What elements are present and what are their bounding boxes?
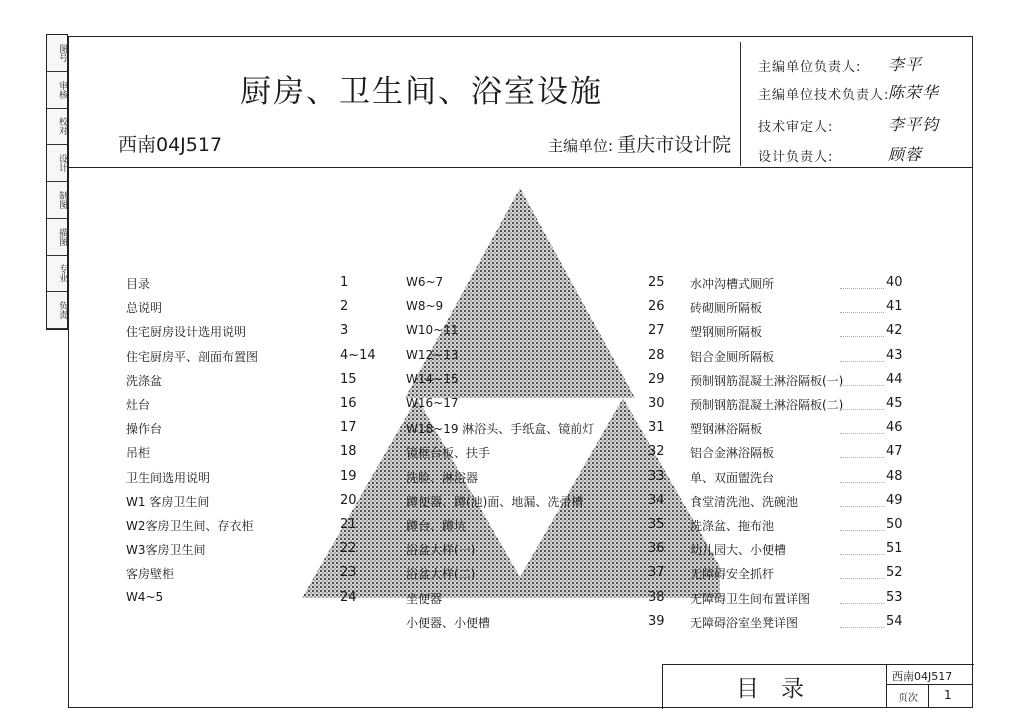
toc-entry bbox=[126, 565, 386, 589]
toc-entry-page: 30 bbox=[648, 396, 665, 411]
toc-entry-page: 41 bbox=[886, 299, 903, 315]
toc-entry-title: W3客房卫生间 bbox=[126, 543, 206, 558]
toc-entry-page: 21 bbox=[340, 517, 357, 532]
toc-entry bbox=[126, 372, 386, 396]
toc-entry bbox=[406, 372, 676, 396]
toc-entry bbox=[690, 299, 910, 323]
toc-leader-dots bbox=[840, 506, 884, 507]
side-stamp-cell: 审核 bbox=[47, 72, 67, 109]
title-block-code: 西南04J517 bbox=[892, 670, 953, 683]
toc-entry-title: W12~13 bbox=[406, 347, 459, 362]
toc-entry-title: 浴盆大样(一) bbox=[406, 543, 476, 558]
toc-entry-page: 4~14 bbox=[340, 347, 376, 363]
toc-entry-page: 27 bbox=[648, 323, 665, 339]
toc-entry bbox=[126, 420, 386, 444]
toc-entry-title: 目录 bbox=[126, 277, 151, 291]
toc-entry bbox=[690, 348, 910, 372]
toc-entry-title: 镜框台板、扶手 bbox=[406, 446, 491, 461]
toc-entry-page: 54 bbox=[886, 613, 903, 629]
toc-entry bbox=[126, 469, 386, 493]
side-stamp-strip bbox=[46, 34, 68, 330]
toc-entry bbox=[126, 396, 386, 420]
toc-entry-title: 食堂清洗池、洗碗池 bbox=[690, 494, 799, 509]
signature: 李平 bbox=[888, 55, 923, 74]
toc-entry-page: 31 bbox=[648, 420, 665, 436]
toc-entry-page: 44 bbox=[886, 371, 903, 387]
toc-entry-title: 幼儿园大、小便槽 bbox=[690, 543, 787, 558]
toc-entry-page: 39 bbox=[648, 613, 665, 629]
toc-entry-title: 灶台 bbox=[126, 398, 151, 412]
toc-entry-page: 16 bbox=[340, 396, 357, 411]
toc-leader-dots bbox=[840, 409, 884, 410]
toc-entry bbox=[126, 299, 386, 323]
toc-entry bbox=[690, 469, 910, 493]
toc-entry bbox=[406, 275, 676, 299]
toc-entry-page: 47 bbox=[886, 444, 903, 460]
toc-leader-dots bbox=[840, 312, 884, 313]
toc-entry bbox=[690, 590, 910, 614]
toc-entry bbox=[126, 541, 386, 565]
toc-entry-title: 浴盆大样(二) bbox=[406, 567, 476, 582]
toc-entry bbox=[126, 323, 386, 347]
toc-entry-title: 塑钢淋浴隔板 bbox=[690, 422, 763, 437]
toc-entry-title: 水冲沟槽式厕所 bbox=[690, 277, 775, 291]
toc-leader-dots bbox=[840, 336, 884, 337]
toc-entry bbox=[406, 614, 676, 638]
toc-entry bbox=[690, 565, 910, 589]
toc-entry-title: 操作台 bbox=[126, 422, 163, 437]
toc-entry bbox=[126, 444, 386, 468]
toc-leader-dots bbox=[840, 554, 884, 555]
toc-leader-dots bbox=[840, 433, 884, 434]
toc-entry-page: 26 bbox=[648, 299, 665, 315]
toc-entry-page: 18 bbox=[340, 444, 357, 460]
toc-entry-page: 50 bbox=[886, 517, 903, 532]
toc-entry-page: 38 bbox=[648, 589, 665, 605]
toc-entry-title: 坐便器 bbox=[406, 591, 443, 606]
toc-entry-title: 住宅厨房设计选用说明 bbox=[126, 325, 247, 340]
toc-entry bbox=[690, 420, 910, 444]
toc-entry-page: 25 bbox=[648, 275, 665, 290]
title-block-divider bbox=[928, 684, 929, 708]
toc-entry-page: 19 bbox=[340, 468, 357, 484]
title-block-divider bbox=[886, 684, 973, 685]
responsibility-row bbox=[758, 56, 968, 75]
toc-entry bbox=[690, 541, 910, 565]
responsibility-row bbox=[758, 84, 968, 103]
toc-leader-dots bbox=[840, 578, 884, 579]
toc-entry-page: 36 bbox=[648, 541, 665, 557]
toc-entry bbox=[690, 493, 910, 517]
toc-entry bbox=[406, 517, 676, 541]
toc-entry bbox=[406, 493, 676, 517]
toc-leader-dots bbox=[840, 530, 884, 531]
toc-entry bbox=[406, 323, 676, 347]
toc-entry-page: 22 bbox=[340, 541, 357, 557]
toc-entry-page: 48 bbox=[886, 468, 903, 484]
side-stamp-cell: 描图 bbox=[47, 219, 67, 256]
toc-entry-title: 总说明 bbox=[126, 301, 163, 316]
chief-unit-label: 主编单位: bbox=[548, 137, 614, 155]
toc-entry-title: 客房壁柜 bbox=[126, 567, 175, 582]
chief-unit bbox=[548, 130, 731, 157]
toc-entry-title: 无障碍安全抓杆 bbox=[690, 567, 775, 582]
toc-entry-title: W6~7 bbox=[406, 275, 444, 289]
toc-entry bbox=[690, 517, 910, 541]
side-stamp-cell: 制图 bbox=[47, 182, 67, 219]
toc-entry bbox=[406, 541, 676, 565]
toc-entry bbox=[406, 469, 676, 493]
toc-entry-title: 吊柜 bbox=[126, 446, 151, 461]
toc-leader-dots bbox=[840, 457, 884, 458]
toc-leader-dots bbox=[840, 603, 884, 604]
toc-entry-title: 砖砌厕所隔板 bbox=[690, 301, 763, 316]
toc-entry bbox=[406, 590, 676, 614]
toc-leader-dots bbox=[840, 385, 884, 386]
toc-entry-page: 33 bbox=[648, 468, 665, 484]
toc-entry-page: 40 bbox=[886, 275, 903, 290]
responsibility-role: 主编单位技术负责人: bbox=[758, 88, 890, 103]
toc-entry-title: W18~19 淋浴头、手纸盒、镜前灯 bbox=[406, 422, 595, 437]
toc-entry-title: 无障碍浴室坐凳详图 bbox=[690, 615, 799, 630]
toc-entry-page: 46 bbox=[886, 420, 903, 436]
toc-entry-page: 1 bbox=[340, 275, 349, 290]
toc-entry-title: W16~17 bbox=[406, 396, 459, 410]
signature: 陈荣华 bbox=[888, 83, 940, 102]
toc-entry-page: 24 bbox=[340, 589, 357, 605]
title-block-label: 目录 bbox=[736, 676, 826, 702]
toc-entry-page: 43 bbox=[886, 347, 903, 363]
toc-entry-title: 洗涤盆 bbox=[126, 373, 163, 388]
responsibility-role: 技术审定人: bbox=[758, 120, 834, 135]
toc-entry-page: 42 bbox=[886, 323, 903, 339]
toc-leader-dots bbox=[840, 627, 884, 628]
side-stamp-cell: 专业 bbox=[47, 256, 67, 293]
toc-entry bbox=[690, 614, 910, 638]
toc-entry-page: 37 bbox=[648, 565, 665, 581]
responsibility-role: 主编单位负责人: bbox=[758, 60, 862, 75]
toc-entry-title: 单、双面盥洗台 bbox=[690, 470, 775, 485]
title-block-divider bbox=[886, 664, 887, 708]
toc-entry-title: W8~9 bbox=[406, 299, 444, 314]
toc-entry-title: W1 客房卫生间 bbox=[126, 494, 210, 509]
toc-entry bbox=[126, 590, 386, 614]
toc-entry-page: 52 bbox=[886, 565, 903, 581]
document-code: 西南04J517 bbox=[118, 134, 223, 156]
toc-entry bbox=[126, 348, 386, 372]
side-stamp-cell: 设计 bbox=[47, 145, 67, 182]
signature: 李平钧 bbox=[888, 115, 940, 134]
responsibility-row bbox=[758, 146, 968, 165]
toc-leader-dots bbox=[840, 288, 884, 289]
toc-entry-title: 铝合金厕所隔板 bbox=[690, 349, 775, 364]
side-stamp-cell: 图号 bbox=[47, 35, 67, 72]
toc-entry bbox=[126, 275, 386, 299]
toc-entry-title: 预制钢筋混凝土淋浴隔板(二) bbox=[690, 398, 844, 412]
title-block-page-label: 页次 bbox=[898, 693, 918, 704]
toc-entry bbox=[690, 396, 910, 420]
toc-entry bbox=[690, 372, 910, 396]
responsibility-row bbox=[758, 116, 968, 135]
toc-entry-title: 无障碍卫生间布置详图 bbox=[690, 591, 811, 606]
toc-entry-page: 3 bbox=[340, 323, 349, 339]
toc-leader-dots bbox=[840, 482, 884, 483]
toc-entry-title: 住宅厨房平、剖面布置图 bbox=[126, 349, 259, 364]
toc-entry-title: 卫生间选用说明 bbox=[126, 470, 211, 485]
toc-entry-title: 蹲便器、蹲(池)面、地漏、冼帚槽 bbox=[406, 494, 584, 509]
toc-entry bbox=[406, 444, 676, 468]
toc-entry-title: W10~11 bbox=[406, 323, 459, 338]
toc-entry-title: W4~5 bbox=[126, 589, 164, 604]
toc-entry bbox=[406, 299, 676, 323]
toc-entry-page: 20 bbox=[340, 492, 357, 508]
header-divider-line bbox=[68, 167, 973, 168]
toc-entry bbox=[126, 517, 386, 541]
toc-entry-title: 铝合金淋浴隔板 bbox=[690, 446, 775, 461]
toc-entry bbox=[406, 565, 676, 589]
toc-entry-page: 51 bbox=[886, 541, 903, 557]
toc-entry-page: 28 bbox=[648, 347, 665, 363]
title-block-page-number: 1 bbox=[944, 688, 952, 702]
chief-unit-name: 重庆市设计院 bbox=[617, 134, 732, 156]
header-vertical-divider bbox=[740, 42, 741, 166]
responsibility-role: 设计负责人: bbox=[758, 150, 834, 165]
side-stamp-cell: 负责 bbox=[47, 292, 67, 329]
toc-entry-page: 2 bbox=[340, 299, 349, 315]
toc-entry-page: 45 bbox=[886, 396, 903, 411]
toc-entry-page: 35 bbox=[648, 517, 665, 532]
toc-entry-title: 洗脸、淋浴器 bbox=[406, 470, 479, 485]
toc-entry-title: 蹲台、蹲坑 bbox=[406, 519, 467, 533]
toc-entry bbox=[690, 444, 910, 468]
toc-entry-page: 17 bbox=[340, 420, 357, 436]
toc-entry bbox=[690, 275, 910, 299]
toc-entry-page: 49 bbox=[886, 492, 903, 508]
side-stamp-cell: 校对 bbox=[47, 109, 67, 146]
toc-entry-page: 53 bbox=[886, 589, 903, 605]
toc-entry-title: W14~15 bbox=[406, 371, 459, 386]
toc-entry-page: 32 bbox=[648, 444, 665, 460]
toc-entry-title: 小便器、小便槽 bbox=[406, 615, 491, 630]
page-title: 厨房、卫生间、浴室设施 bbox=[240, 74, 603, 110]
toc-entry bbox=[406, 348, 676, 372]
toc-entry bbox=[126, 493, 386, 517]
toc-entry bbox=[406, 420, 676, 444]
toc-entry-title: W2客房卫生间、存衣柜 bbox=[126, 519, 254, 533]
toc-entry-page: 15 bbox=[340, 371, 357, 387]
toc-entry-page: 34 bbox=[648, 492, 665, 508]
toc-entry-title: 预制钢筋混凝土淋浴隔板(一) bbox=[690, 373, 844, 388]
toc-entry bbox=[690, 323, 910, 347]
toc-entry-title: 塑钢厕所隔板 bbox=[690, 325, 763, 340]
toc-entry-page: 23 bbox=[340, 565, 357, 581]
toc-entry-page: 29 bbox=[648, 371, 665, 387]
signature: 顾蓉 bbox=[888, 145, 923, 164]
toc-entry-title: 洗涤盆、拖布池 bbox=[690, 519, 775, 533]
toc-leader-dots bbox=[840, 361, 884, 362]
toc-entry bbox=[406, 396, 676, 420]
